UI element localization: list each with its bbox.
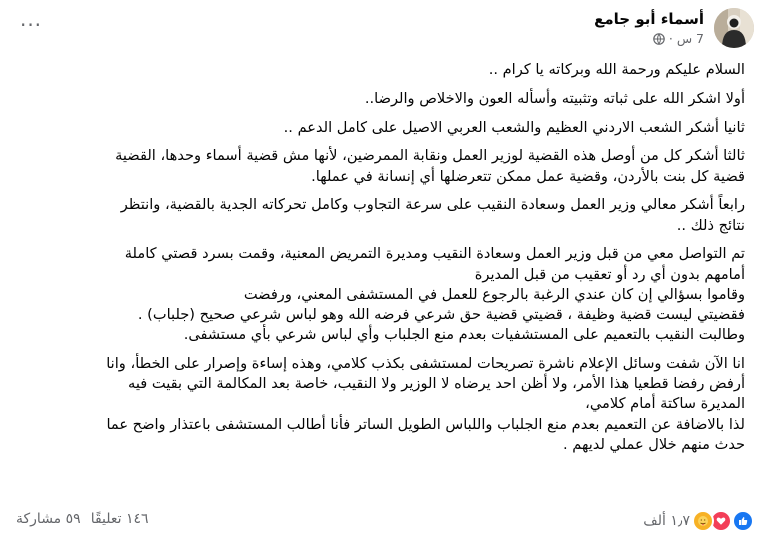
post-time[interactable]: 7 س (676, 31, 704, 46)
post-footer (0, 504, 768, 538)
shares-count[interactable]: ٥٩ مشاركة (16, 511, 81, 527)
meta-separator: · (668, 31, 673, 46)
post-paragraph (14, 146, 745, 186)
post-text-line: لذا بالاضافة عن التعميم بعدم منع الجلباب واللباس الطويل الساتر فأنا أطالب المستشفى باعتذار واضح عما (106, 415, 745, 433)
post-paragraph (14, 60, 745, 80)
more-horizontal-icon: ··· (19, 13, 43, 37)
post-text-line: قضية كل بنت بالأردن، وقضية عمل ممكن تتعرضلها أي إنسانة في عملها. (311, 167, 745, 185)
globe-icon[interactable] (653, 33, 665, 45)
post-text-line: حدث منهم خلال عملي لديهم . (563, 435, 745, 453)
post-text-line: أولا اشكر الله على ثباته وتثبيته وأسأله العون والاخلاص والرضا.. (364, 89, 745, 107)
post-text-line: أمامهم بدون أي رد أو تعقيب من قبل المديرة (474, 265, 745, 283)
post-paragraph (14, 244, 745, 345)
post-header (14, 8, 754, 52)
post-paragraph (14, 89, 745, 109)
comments-count[interactable]: ١٤٦ تعليقًا (90, 511, 149, 527)
post-text-line: ثالثا أشكر كل من أوصل هذه القضية لوزير العمل ونقابة الممرضين، لأنها مش قضية أسماء وحدها، القضية (115, 147, 745, 165)
post-text-line: تم التواصل معي من قبل وزير العمل وسعادة النقيب ومديرة التمريض المعنية، وقمت بسرد قصتي كاملة (124, 245, 745, 263)
post-paragraph (14, 354, 745, 455)
post-text-line: رابعاً أشكر معالي وزير العمل وسعادة النقيب على سرعة التجاوب وكامل تحركاته الجدية بالقضية، وانتظر (120, 196, 745, 214)
post-paragraph (14, 195, 745, 235)
post-paragraph (14, 118, 745, 138)
reactions-summary[interactable] (643, 510, 754, 532)
post-text-line: ثانيا أشكر الشعب الاردني العظيم والشعب العربي الاصيل على كامل الدعم .. (283, 118, 745, 136)
reaction-count: ١٫٧ ألف (643, 513, 690, 529)
post-body (14, 60, 745, 464)
engagement-stats (16, 511, 149, 527)
post-text-line: انا الآن شفت وسائل الإعلام ناشرة تصريحات لمستشفى بكذب كلامي، وهذه إساءة وإصرار على الخطأ، وانا (106, 355, 745, 372)
author-name[interactable]: أسماء أبو جامع (594, 10, 704, 28)
post-text-line: أرفض رفضا قطعيا هذا الأمر، ولا أظن احد يرضاه لا الوزير ولا النقيب، خاصة بعد المكالمة التي بقيت فيه (128, 375, 745, 393)
like-icon (732, 510, 754, 532)
post-text-line: فقضيتي ليست قضية وظيفة ، قضيتي قضية حق شرعي فرضه الله وهو لباس شرعي صحيح (جلباب) . (137, 306, 745, 323)
post-meta (653, 31, 704, 46)
post-text-line: السلام عليكم ورحمة الله وبركاته يا كرام .. (488, 61, 745, 78)
post-text-line: المديرة ساكتة أمام كلامي، (585, 395, 745, 413)
post-text-line: نتائج ذلك .. (676, 216, 745, 234)
care-icon (692, 510, 714, 532)
post-text-line: وقاموا بسؤالي إن كان عندي الرغبة بالرجوع للعمل في المستشفى المعني، ورفضت (243, 285, 745, 303)
more-options-button[interactable] (14, 10, 48, 40)
post-text-line: وطالبت النقيب بالتعميم على المستشفيات بعدم منع الجلباب وأي لباس شرعي بأي مستشفى. (183, 326, 745, 344)
avatar[interactable] (714, 8, 754, 48)
